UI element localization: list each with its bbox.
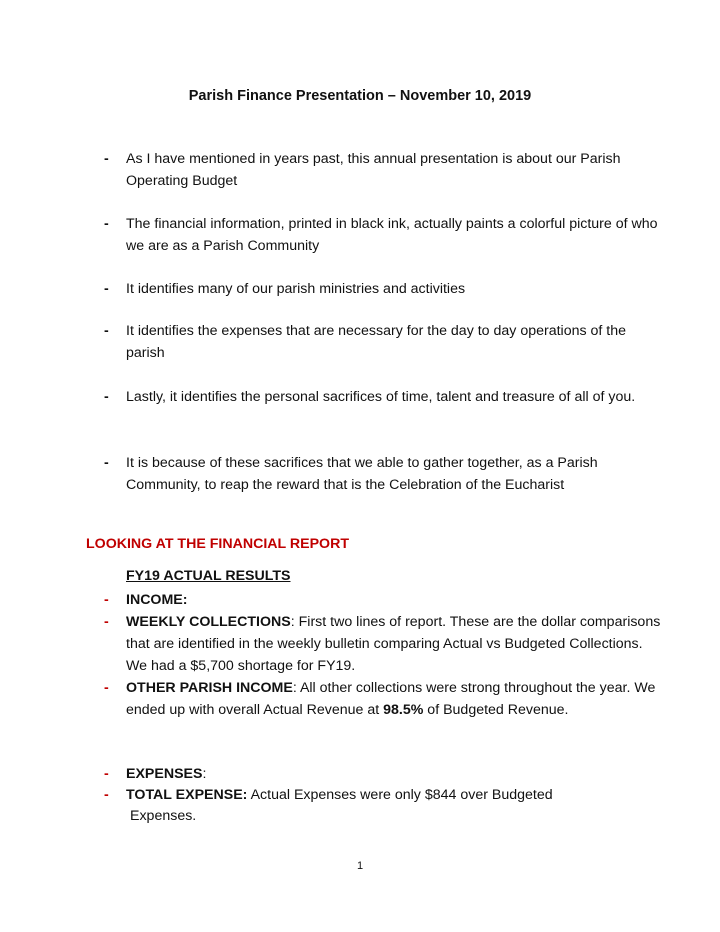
total-expense-label: TOTAL EXPENSE: xyxy=(126,787,248,803)
revenue-percentage: 98.5% xyxy=(383,702,424,718)
bullet-dash: - xyxy=(104,766,109,782)
other-income-bullet xyxy=(104,677,664,721)
total-expense-bullet xyxy=(104,784,664,806)
other-income-label: OTHER PARISH INCOME xyxy=(126,680,293,696)
bullet-text: It identifies the expenses that are necessary for the day to day operations of the parish xyxy=(126,323,627,361)
bullet-item xyxy=(104,213,664,257)
bullet-dash: - xyxy=(104,389,109,405)
expenses-label: EXPENSES xyxy=(126,766,203,782)
bullet-dash: - xyxy=(104,680,109,696)
bullet-text: Lastly, it identifies the personal sacrifices of time, talent and treasure of all of you. xyxy=(126,389,636,405)
bullet-dash: - xyxy=(104,216,109,232)
bullet-item xyxy=(104,320,664,364)
total-expense-continuation: Expenses. xyxy=(130,808,197,824)
bullet-item xyxy=(104,452,664,496)
bullet-text: It identifies many of our parish ministries and activities xyxy=(126,281,466,297)
weekly-collections-text: : First two lines of report. These are the dollar comparisons that are identified in the weekly bulletin comparing Actual vs Budgeted Collections. We had a $5,700 shortage for FY19. xyxy=(126,614,661,674)
expenses-colon: : xyxy=(202,766,207,782)
bullet-dash: - xyxy=(104,323,109,339)
bullet-dash: - xyxy=(104,787,109,803)
bullet-dash: - xyxy=(104,151,109,167)
total-expense-text: Actual Expenses were only $844 over Budgeted xyxy=(247,787,553,803)
other-income-text-end: of Budgeted Revenue. xyxy=(423,702,569,718)
bullet-text: The financial information, printed in black ink, actually paints a colorful picture of who we are as a Parish Community xyxy=(126,216,658,254)
bullet-text: As I have mentioned in years past, this annual presentation is about our Parish Operating Budget xyxy=(126,151,621,189)
bullet-dash: - xyxy=(104,455,109,471)
page-number: 1 xyxy=(356,860,364,872)
bullet-dash: - xyxy=(104,614,109,630)
bullet-item xyxy=(104,278,664,300)
weekly-collections-label: WEEKLY COLLECTIONS xyxy=(126,614,291,630)
bullet-text: It is because of these sacrifices that we able to gather together, as a Parish Community, to reap the reward that is the Celebration of the Eucharist xyxy=(126,455,598,493)
bullet-dash: - xyxy=(104,592,109,608)
section-heading: LOOKING AT THE FINANCIAL REPORT xyxy=(86,536,349,552)
bullet-item xyxy=(104,148,664,192)
other-income-text: : All other collections were strong throughout the year. We ended up with overall Actual Revenue at xyxy=(126,680,656,718)
page-title: Parish Finance Presentation – November 10, 2019 xyxy=(188,88,532,104)
income-bullet xyxy=(104,589,664,611)
expenses-bullet xyxy=(104,763,664,785)
income-label: INCOME: xyxy=(126,592,188,608)
bullet-dash: - xyxy=(104,281,109,297)
sub-heading: FY19 ACTUAL RESULTS xyxy=(126,568,291,584)
weekly-collections-bullet xyxy=(104,611,664,677)
bullet-item xyxy=(104,386,664,408)
